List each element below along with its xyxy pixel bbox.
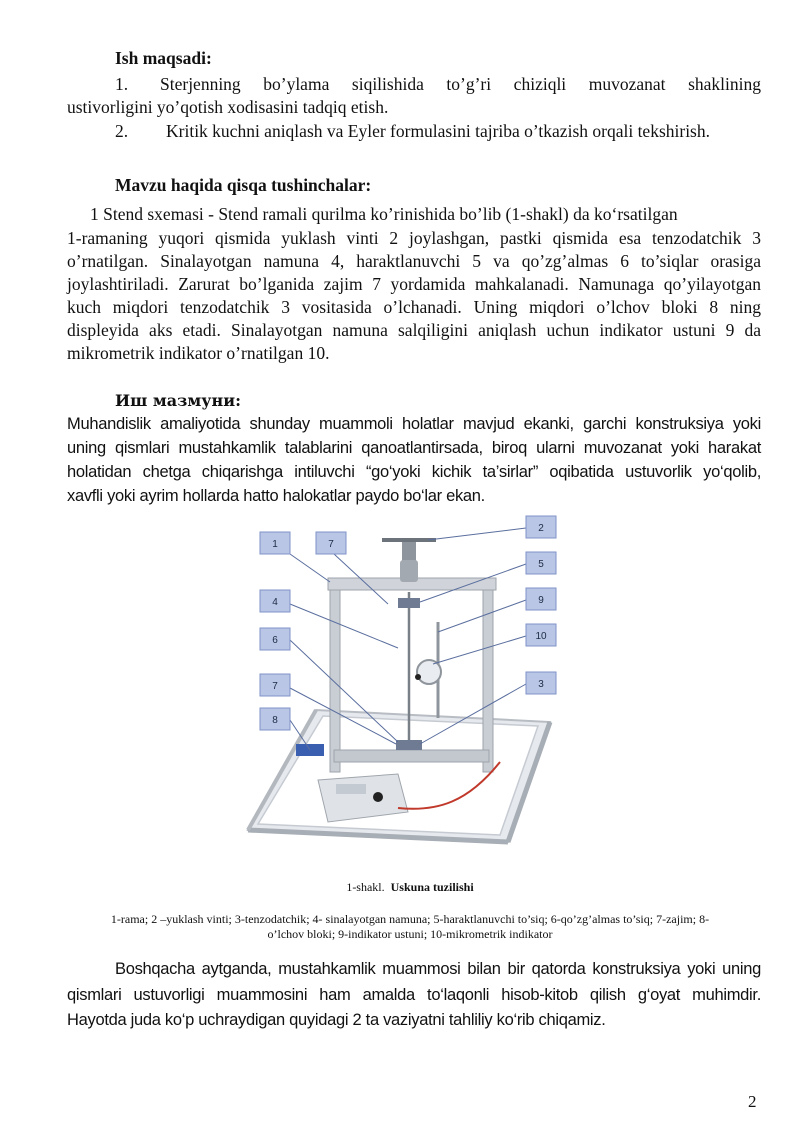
figure-caption: [0, 880, 800, 895]
label-2: 2: [538, 523, 544, 534]
label-4: 4: [272, 597, 278, 608]
paragraph-line: joylashtiriladi. Zarurat bo’lganida zajim 7 yordamida mahkalanadi. Namunaga qo’yilayotgan: [67, 274, 761, 294]
paragraph-line: o’rnatilgan. Sinalayotgan namuna 4, haraktlanuvchi 5 va qo’zg’almas 6 to’siqlar orasiga: [67, 251, 761, 271]
paragraph-line: kuch miqdori tenzodatchik 3 vositasida o’lchanadi. Uning miqdori o’lchov bloki 8 ning: [67, 297, 761, 317]
section-heading-ish-mazmuni: Иш мазмуни:: [115, 391, 241, 410]
label-1: 1: [272, 539, 278, 550]
paragraph-line: 1-ramaning yuqori qismida yuklash vinti 2 joylashgan, pastki qismida esa tenzodatchik 3: [67, 228, 761, 248]
label-5: 5: [538, 559, 544, 570]
apparatus-illustration: [238, 512, 564, 862]
goal-item-1-line2: ustivorligini yo’qotish xodisasini tadqiq etish.: [67, 97, 389, 117]
goal-item-2-text: Kritik kuchni aniqlash va Eyler formulasini tajriba o’tkazish orqali tekshirish.: [166, 121, 710, 141]
label-10: 10: [535, 631, 547, 642]
caption-prefix: 1-shakl.: [346, 880, 385, 894]
paragraph-line: holatidan chetga chiqarishga intiluvchi “go‘yoki kichik ta’sirlar” oqibatida ustuvorlik yo‘qolib,: [67, 463, 761, 481]
goal-item-2-number: 2.: [115, 121, 129, 141]
apparatus-figure: [238, 512, 564, 862]
paragraph-line: displeyida aks etadi. Sinalayotgan namuna salqiligini aniqlash uchun indikator ustuni 9 da: [67, 320, 761, 340]
label-8: 8: [272, 715, 278, 726]
goal-item-1-number: 1.: [115, 74, 129, 94]
label-6: 6: [272, 635, 278, 646]
paragraph-line: Hayotda juda ko‘p uchraydigan quyidagi 2 ta vaziyatni tahliliy ko‘rib chiqamiz.: [67, 1011, 606, 1029]
caption-title: Uskuna tuzilishi: [390, 880, 474, 894]
section-heading-ish-maqsadi: Ish maqsadi:: [115, 48, 212, 68]
paragraph-line: uning qismlari mustahkamlik talablarini qanoatlantirsada, biroq ularni muvozanat yoki harakat: [67, 439, 761, 457]
label-3: 3: [538, 679, 544, 690]
section-heading-mavzu: Mavzu haqida qisqa tushinchalar:: [115, 175, 372, 195]
paragraph-line: qismlari ustuvorligi muammosini ham amalda to‘laqonli hisob-kitob qilish g‘oyat muhimdir.: [67, 986, 761, 1004]
label-9: 9: [538, 595, 544, 606]
figure-legend-line2: o’lchov bloki; 9-indikator ustuni; 10-mikrometrik indikator: [267, 927, 553, 941]
label-7b: 7: [272, 681, 278, 692]
figure-legend-line1: 1-rama; 2 –yuklash vinti; 3-tenzodatchik; 4- sinalayotgan namuna; 5-haraktlanuvchi to’siq; 6-qo’zg’almas to’siq; 7-zajim; 8-: [110, 912, 710, 926]
paragraph-line: Boshqacha aytganda, mustahkamlik muammosi bilan bir qatorda konstruksiya yoki uning: [115, 960, 761, 978]
paragraph-line: 1 Stend sxemasi - Stend ramali qurilma ko’rinishida bo’lib (1-shakl) da ko‘rsatilgan: [90, 204, 678, 224]
goal-item-1-line1: Sterjenning bo’ylama siqilishida to’g’ri chiziqli muvozanat shaklining: [160, 74, 761, 94]
page-number: 2: [748, 1092, 757, 1111]
paragraph-line: Muhandislik amaliyotida shunday muammoli holatlar mavjud ekanki, garchi konstruksiya yoki: [67, 415, 761, 433]
label-7a: 7: [328, 539, 334, 550]
paragraph-line: xavfli yoki ayrim hollarda hatto halokatlar paydo bo‘lar ekan.: [67, 487, 485, 505]
paragraph-line: mikrometrik indikator o’rnatilgan 10.: [67, 343, 330, 363]
